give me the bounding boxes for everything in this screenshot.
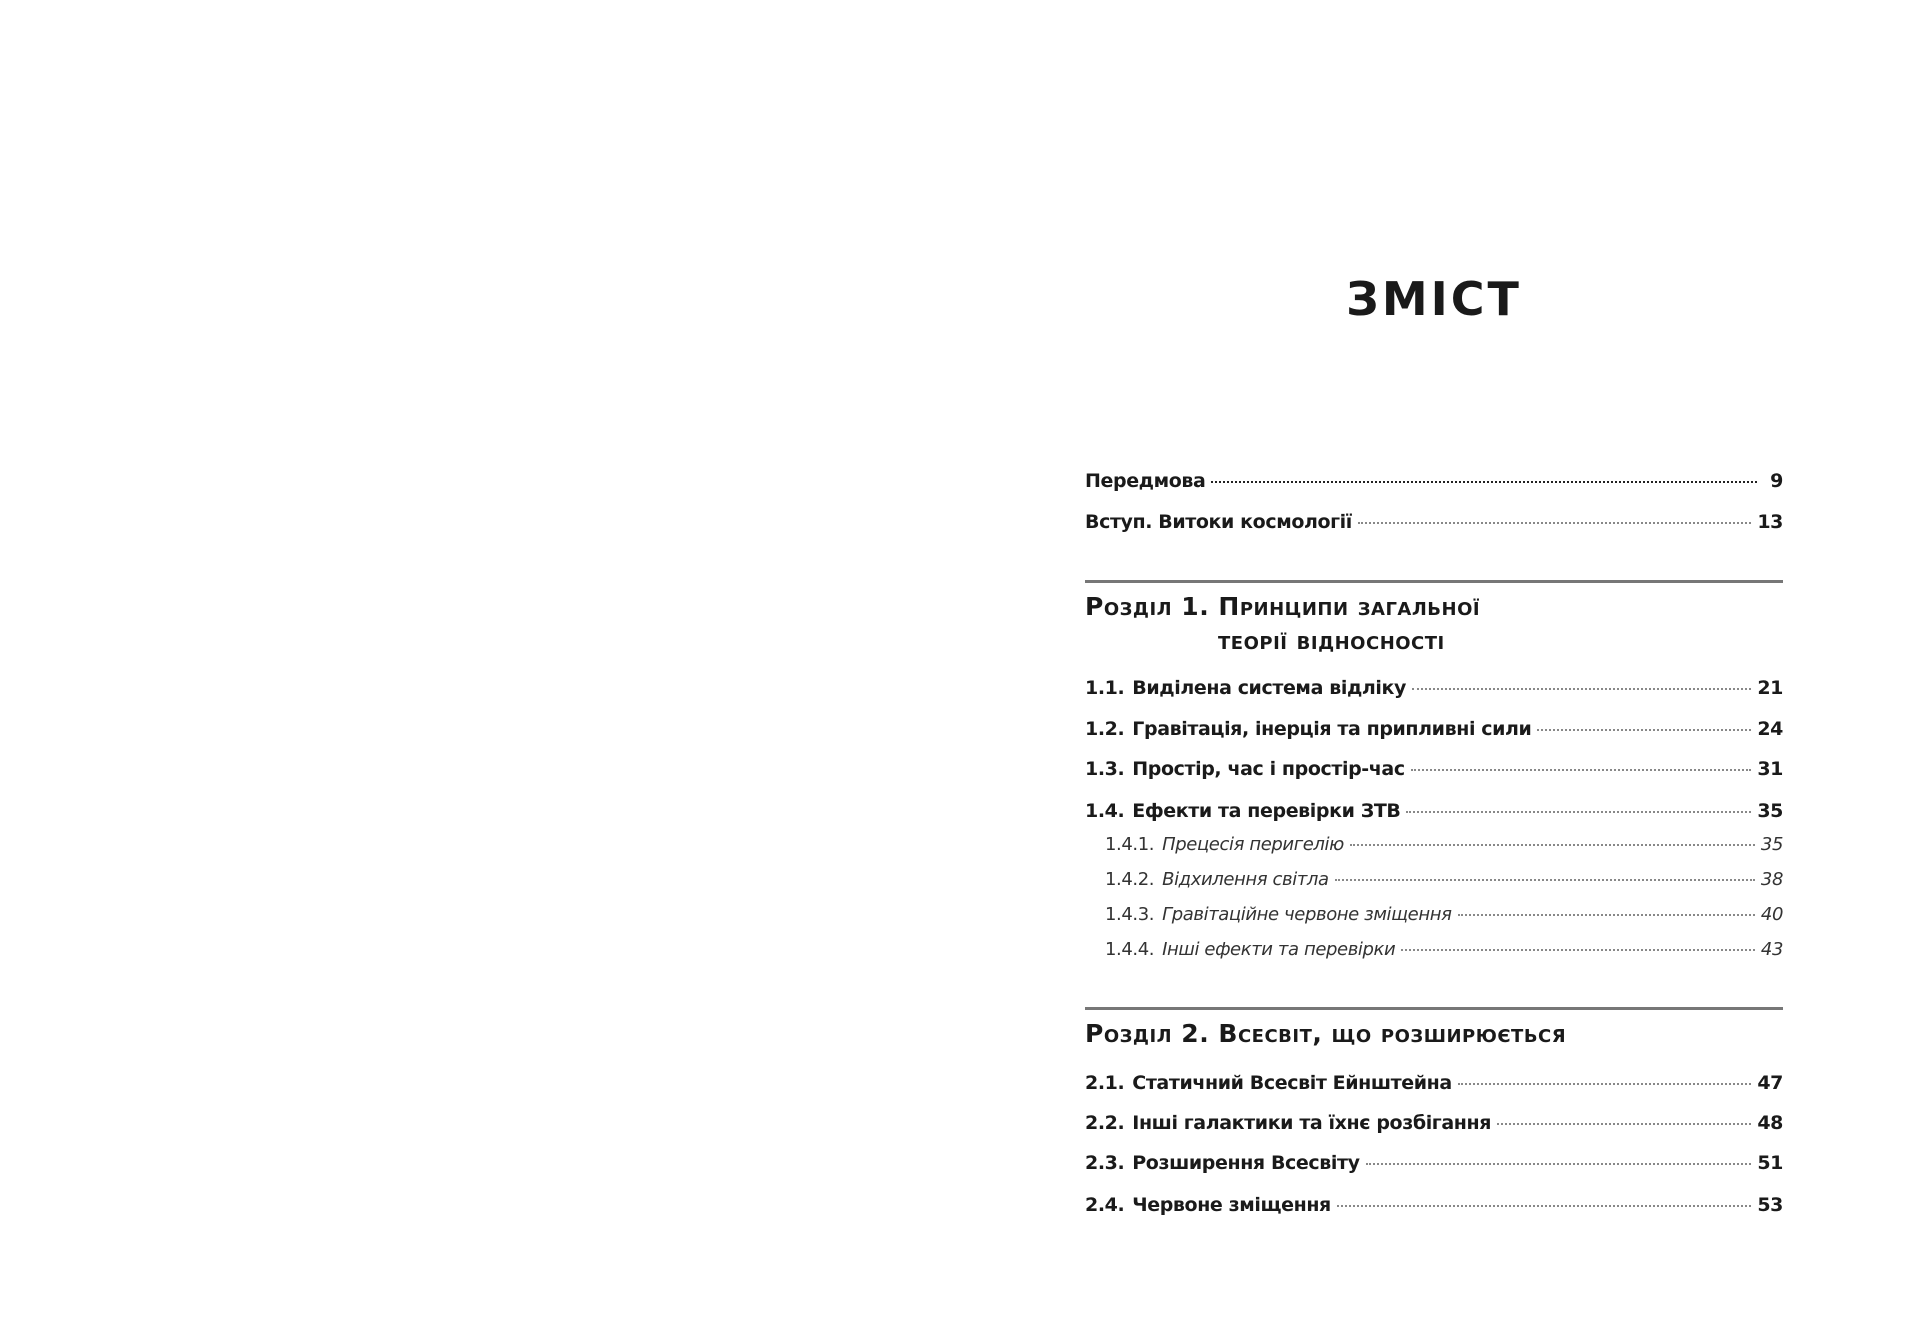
toc-entry[interactable] xyxy=(1085,677,1783,699)
dot-leader xyxy=(1366,1163,1752,1165)
toc-number: 1.4. xyxy=(1085,800,1125,822)
toc-label: Ефекти та перевірки ЗТВ xyxy=(1132,800,1401,822)
toc-page: 43 xyxy=(1760,939,1783,960)
toc-label: Передмова xyxy=(1085,470,1206,492)
toc-subentry[interactable] xyxy=(1105,939,1783,960)
chapter-heading-2 xyxy=(1085,1017,1566,1051)
dot-leader xyxy=(1497,1123,1751,1125)
dot-leader xyxy=(1411,769,1752,771)
chapter-heading-line: Розділ 1. Принципи загальної xyxy=(1085,592,1481,621)
toc-number: 1.4.2. xyxy=(1105,869,1155,890)
dot-leader xyxy=(1335,879,1755,881)
toc-entry[interactable] xyxy=(1085,1194,1783,1216)
toc-label: Вступ. Витоки космології xyxy=(1085,511,1352,533)
toc-label: Відхилення світла xyxy=(1162,869,1329,890)
toc-number: 1.4.4. xyxy=(1105,939,1155,960)
toc-label: Розширення Всесвіту xyxy=(1132,1152,1360,1174)
chapter-heading-1 xyxy=(1085,590,1480,658)
toc-number: 2.4. xyxy=(1085,1194,1125,1216)
toc-page: 35 xyxy=(1760,834,1783,855)
toc-page: 35 xyxy=(1757,800,1783,822)
dot-leader xyxy=(1406,811,1751,813)
toc-number: 2.3. xyxy=(1085,1152,1125,1174)
toc-number: 1.1. xyxy=(1085,677,1125,699)
toc-label: Гравітація, інерція та припливні сили xyxy=(1132,718,1532,740)
toc-entry-intro[interactable] xyxy=(1085,511,1783,533)
toc-label: Червоне зміщення xyxy=(1132,1194,1331,1216)
toc-label: Прецесія перигелію xyxy=(1162,834,1344,855)
dot-leader xyxy=(1537,729,1751,731)
toc-number: 1.3. xyxy=(1085,758,1125,780)
toc-page: 48 xyxy=(1757,1112,1783,1134)
toc-entry[interactable] xyxy=(1085,1112,1783,1134)
toc-number: 1.2. xyxy=(1085,718,1125,740)
toc-number: 1.4.3. xyxy=(1105,904,1155,925)
dot-leader xyxy=(1337,1205,1752,1207)
toc-subentry[interactable] xyxy=(1105,904,1783,925)
toc-page: 21 xyxy=(1757,677,1783,699)
toc-page: 53 xyxy=(1757,1194,1783,1216)
page-title: ЗМІСТ xyxy=(1346,272,1522,326)
toc-page: 31 xyxy=(1757,758,1783,780)
divider xyxy=(1085,1007,1783,1010)
toc-number: 2.2. xyxy=(1085,1112,1125,1134)
dot-leader xyxy=(1458,1083,1752,1085)
toc-page: 51 xyxy=(1757,1152,1783,1174)
toc-page: 47 xyxy=(1757,1072,1783,1094)
chapter-heading-line: Розділ 2. Всесвіт, що розширюється xyxy=(1085,1019,1567,1048)
toc-page: 13 xyxy=(1757,511,1783,533)
dot-leader xyxy=(1412,688,1751,690)
toc-entry[interactable] xyxy=(1085,1152,1783,1174)
dot-leader xyxy=(1358,522,1751,524)
toc-page: 40 xyxy=(1760,904,1783,925)
dot-leader xyxy=(1211,481,1757,483)
toc-label: Виділена система відліку xyxy=(1132,677,1406,699)
toc-entry[interactable] xyxy=(1085,1072,1783,1094)
toc-number: 1.4.1. xyxy=(1105,834,1155,855)
toc-subentry[interactable] xyxy=(1105,869,1783,890)
toc-subentry[interactable] xyxy=(1105,834,1783,855)
dot-leader xyxy=(1458,914,1755,916)
toc-number: 2.1. xyxy=(1085,1072,1125,1094)
toc-label: Інші галактики та їхнє розбігання xyxy=(1132,1112,1492,1134)
toc-label: Простір, час і простір-час xyxy=(1132,758,1405,780)
toc-entry[interactable] xyxy=(1085,758,1783,780)
toc-page: 9 xyxy=(1770,470,1783,492)
toc-page: 38 xyxy=(1760,869,1783,890)
toc-label: Інші ефекти та перевірки xyxy=(1162,939,1396,960)
toc-label: Гравітаційне червоне зміщення xyxy=(1162,904,1452,925)
toc-page: 24 xyxy=(1757,718,1783,740)
toc-entry[interactable] xyxy=(1085,800,1783,822)
toc-entry[interactable] xyxy=(1085,718,1783,740)
chapter-heading-line: теорії відносності xyxy=(1218,626,1445,655)
toc-entry-preface[interactable] xyxy=(1085,470,1783,492)
dot-leader xyxy=(1401,949,1755,951)
dot-leader xyxy=(1350,844,1755,846)
divider xyxy=(1085,580,1783,583)
toc-label: Статичний Всесвіт Ейнштейна xyxy=(1132,1072,1452,1094)
